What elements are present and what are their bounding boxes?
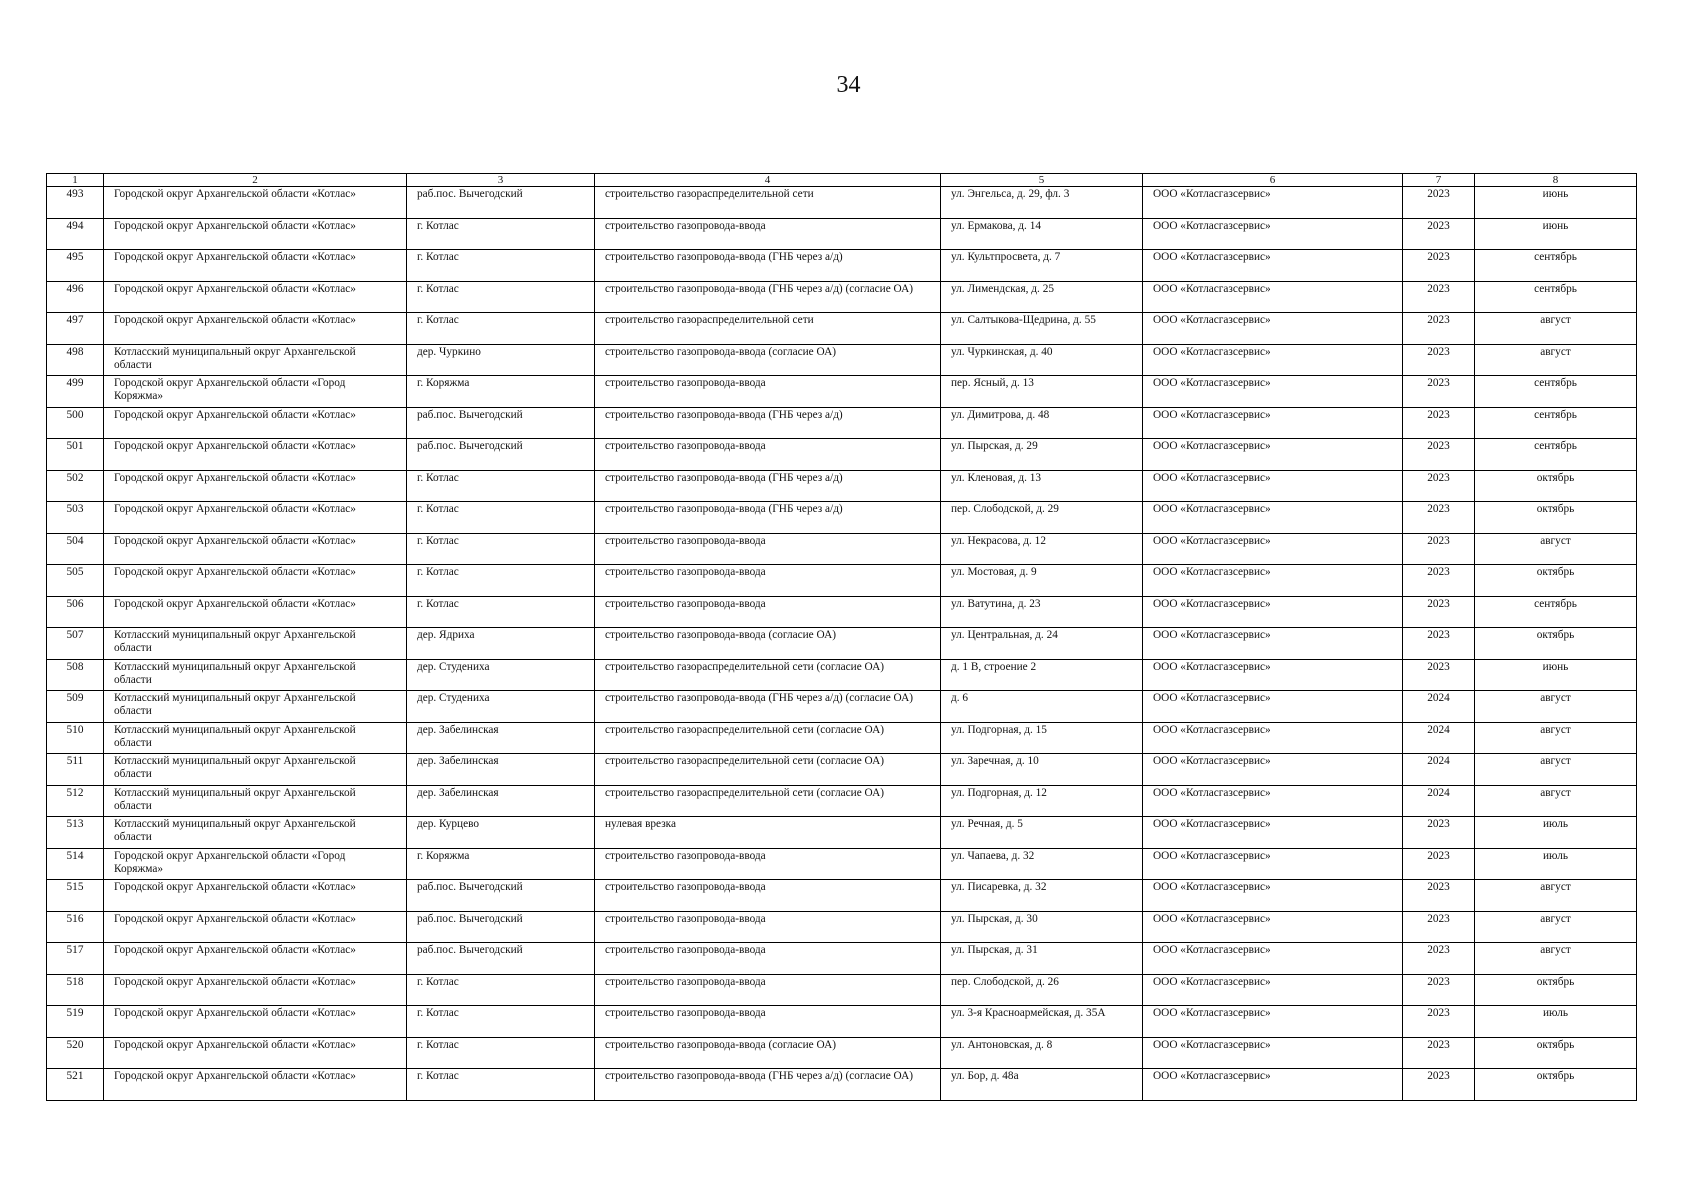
- table-row: [47, 628, 1637, 660]
- address-cell: ул. Пырская, д. 29: [941, 439, 1143, 471]
- settlement-cell: г. Котлас: [407, 596, 595, 628]
- table-row: [47, 281, 1637, 313]
- settlement-cell: раб.пос. Вычегодский: [407, 880, 595, 912]
- work-type-cell: строительство газораспределительной сети (согласие ОА): [595, 785, 941, 817]
- month-cell: август: [1475, 880, 1637, 912]
- work-type-cell: строительство газопровода-ввода (согласие ОА): [595, 344, 941, 376]
- address-cell: ул. Писаревка, д. 32: [941, 880, 1143, 912]
- month-cell: август: [1475, 533, 1637, 565]
- address-cell: ул. Некрасова, д. 12: [941, 533, 1143, 565]
- settlement-cell: г. Котлас: [407, 281, 595, 313]
- address-cell: ул. 3-я Красноармейская, д. 35А: [941, 1006, 1143, 1038]
- row-number: 513: [47, 817, 104, 849]
- year-cell: 2023: [1403, 281, 1475, 313]
- row-number: 512: [47, 785, 104, 817]
- work-type-cell: строительство газопровода-ввода: [595, 218, 941, 250]
- month-cell: июнь: [1475, 187, 1637, 219]
- table-row: [47, 943, 1637, 975]
- year-cell: 2023: [1403, 1006, 1475, 1038]
- work-type-cell: строительство газопровода-ввода: [595, 974, 941, 1006]
- row-number: 506: [47, 596, 104, 628]
- work-type-cell: строительство газопровода-ввода (согласие ОА): [595, 1037, 941, 1069]
- year-cell: 2024: [1403, 691, 1475, 723]
- row-number: 502: [47, 470, 104, 502]
- year-cell: 2024: [1403, 722, 1475, 754]
- work-type-cell: строительство газораспределительной сети (согласие ОА): [595, 659, 941, 691]
- settlement-cell: раб.пос. Вычегодский: [407, 439, 595, 471]
- settlement-cell: дер. Студениха: [407, 691, 595, 723]
- row-number: 495: [47, 250, 104, 282]
- municipality-cell: Городской округ Архангельской области «Котлас»: [104, 470, 407, 502]
- month-cell: август: [1475, 344, 1637, 376]
- column-number-header-row: [47, 174, 1637, 187]
- year-cell: 2023: [1403, 344, 1475, 376]
- year-cell: 2023: [1403, 565, 1475, 597]
- month-cell: август: [1475, 785, 1637, 817]
- year-cell: 2023: [1403, 187, 1475, 219]
- month-cell: июль: [1475, 817, 1637, 849]
- address-cell: пер. Слободской, д. 29: [941, 502, 1143, 534]
- table-row: [47, 722, 1637, 754]
- column-header: 8: [1475, 174, 1637, 187]
- table-row: [47, 659, 1637, 691]
- table-row: [47, 880, 1637, 912]
- row-number: 516: [47, 911, 104, 943]
- work-type-cell: нулевая врезка: [595, 817, 941, 849]
- month-cell: июнь: [1475, 218, 1637, 250]
- organization-cell: ООО «Котласгазсервис»: [1143, 974, 1403, 1006]
- work-type-cell: строительство газопровода-ввода: [595, 439, 941, 471]
- organization-cell: ООО «Котласгазсервис»: [1143, 376, 1403, 408]
- municipality-cell: Городской округ Архангельской области «Котлас»: [104, 974, 407, 1006]
- organization-cell: ООО «Котласгазсервис»: [1143, 533, 1403, 565]
- row-number: 518: [47, 974, 104, 1006]
- year-cell: 2023: [1403, 376, 1475, 408]
- address-cell: ул. Заречная, д. 10: [941, 754, 1143, 786]
- municipality-cell: Городской округ Архангельской области «Город Коряжма»: [104, 848, 407, 880]
- work-type-cell: строительство газопровода-ввода (ГНБ через а/д) (согласие ОА): [595, 1069, 941, 1101]
- settlement-cell: г. Котлас: [407, 502, 595, 534]
- organization-cell: ООО «Котласгазсервис»: [1143, 1006, 1403, 1038]
- row-number: 499: [47, 376, 104, 408]
- table-row: [47, 502, 1637, 534]
- month-cell: сентябрь: [1475, 376, 1637, 408]
- row-number: 498: [47, 344, 104, 376]
- work-type-cell: строительство газопровода-ввода: [595, 911, 941, 943]
- table-row: [47, 187, 1637, 219]
- work-type-cell: строительство газопровода-ввода (ГНБ через а/д) (согласие ОА): [595, 281, 941, 313]
- address-cell: ул. Чуркинская, д. 40: [941, 344, 1143, 376]
- table-row: [47, 313, 1637, 345]
- settlement-cell: дер. Забелинская: [407, 722, 595, 754]
- settlement-cell: г. Котлас: [407, 1006, 595, 1038]
- municipality-cell: Городской округ Архангельской области «Котлас»: [104, 187, 407, 219]
- column-header: 1: [47, 174, 104, 187]
- municipality-cell: Городской округ Архангельской области «Котлас»: [104, 911, 407, 943]
- row-number: 515: [47, 880, 104, 912]
- address-cell: ул. Лимендская, д. 25: [941, 281, 1143, 313]
- month-cell: октябрь: [1475, 1069, 1637, 1101]
- organization-cell: ООО «Котласгазсервис»: [1143, 880, 1403, 912]
- year-cell: 2023: [1403, 407, 1475, 439]
- work-type-cell: строительство газораспределительной сети: [595, 313, 941, 345]
- organization-cell: ООО «Котласгазсервис»: [1143, 313, 1403, 345]
- work-type-cell: строительство газопровода-ввода: [595, 848, 941, 880]
- settlement-cell: дер. Забелинская: [407, 785, 595, 817]
- settlement-cell: дер. Ядриха: [407, 628, 595, 660]
- year-cell: 2023: [1403, 1037, 1475, 1069]
- work-type-cell: строительство газопровода-ввода: [595, 943, 941, 975]
- organization-cell: ООО «Котласгазсервис»: [1143, 722, 1403, 754]
- organization-cell: ООО «Котласгазсервис»: [1143, 187, 1403, 219]
- work-type-cell: строительство газопровода-ввода (ГНБ через а/д): [595, 470, 941, 502]
- municipality-cell: Городской округ Архангельской области «Котлас»: [104, 218, 407, 250]
- column-header: 3: [407, 174, 595, 187]
- year-cell: 2023: [1403, 628, 1475, 660]
- organization-cell: ООО «Котласгазсервис»: [1143, 218, 1403, 250]
- row-number: 514: [47, 848, 104, 880]
- year-cell: 2024: [1403, 785, 1475, 817]
- organization-cell: ООО «Котласгазсервис»: [1143, 754, 1403, 786]
- table-row: [47, 974, 1637, 1006]
- municipality-cell: Городской округ Архангельской области «Котлас»: [104, 596, 407, 628]
- organization-cell: ООО «Котласгазсервис»: [1143, 817, 1403, 849]
- column-header: 4: [595, 174, 941, 187]
- year-cell: 2023: [1403, 817, 1475, 849]
- gas-works-table: [46, 173, 1637, 1101]
- municipality-cell: Городской округ Архангельской области «Котлас»: [104, 1069, 407, 1101]
- settlement-cell: дер. Курцево: [407, 817, 595, 849]
- year-cell: 2023: [1403, 848, 1475, 880]
- row-number: 510: [47, 722, 104, 754]
- organization-cell: ООО «Котласгазсервис»: [1143, 596, 1403, 628]
- municipality-cell: Городской округ Архангельской области «Котлас»: [104, 1006, 407, 1038]
- table-row: [47, 785, 1637, 817]
- organization-cell: ООО «Котласгазсервис»: [1143, 565, 1403, 597]
- year-cell: 2023: [1403, 943, 1475, 975]
- municipality-cell: Котласский муниципальный округ Архангельской области: [104, 754, 407, 786]
- settlement-cell: г. Коряжма: [407, 848, 595, 880]
- work-type-cell: строительство газопровода-ввода (ГНБ через а/д): [595, 407, 941, 439]
- table-row: [47, 439, 1637, 471]
- settlement-cell: раб.пос. Вычегодский: [407, 407, 595, 439]
- address-cell: ул. Пырская, д. 31: [941, 943, 1143, 975]
- row-number: 496: [47, 281, 104, 313]
- year-cell: 2023: [1403, 502, 1475, 534]
- table-row: [47, 407, 1637, 439]
- row-number: 493: [47, 187, 104, 219]
- organization-cell: ООО «Котласгазсервис»: [1143, 250, 1403, 282]
- settlement-cell: г. Котлас: [407, 533, 595, 565]
- settlement-cell: раб.пос. Вычегодский: [407, 911, 595, 943]
- year-cell: 2023: [1403, 533, 1475, 565]
- work-type-cell: строительство газораспределительной сети: [595, 187, 941, 219]
- organization-cell: ООО «Котласгазсервис»: [1143, 691, 1403, 723]
- municipality-cell: Городской округ Архангельской области «Котлас»: [104, 250, 407, 282]
- address-cell: ул. Бор, д. 48а: [941, 1069, 1143, 1101]
- month-cell: август: [1475, 943, 1637, 975]
- page-number: 34: [836, 72, 861, 98]
- work-type-cell: строительство газопровода-ввода: [595, 596, 941, 628]
- month-cell: октябрь: [1475, 1037, 1637, 1069]
- organization-cell: ООО «Котласгазсервис»: [1143, 943, 1403, 975]
- municipality-cell: Городской округ Архангельской области «Город Коряжма»: [104, 376, 407, 408]
- settlement-cell: г. Котлас: [407, 470, 595, 502]
- row-number: 509: [47, 691, 104, 723]
- organization-cell: ООО «Котласгазсервис»: [1143, 281, 1403, 313]
- row-number: 503: [47, 502, 104, 534]
- work-type-cell: строительство газопровода-ввода (согласие ОА): [595, 628, 941, 660]
- table-row: [47, 533, 1637, 565]
- work-type-cell: строительство газопровода-ввода: [595, 533, 941, 565]
- month-cell: июль: [1475, 848, 1637, 880]
- municipality-cell: Котласский муниципальный округ Архангельской области: [104, 722, 407, 754]
- table-row: [47, 1037, 1637, 1069]
- organization-cell: ООО «Котласгазсервис»: [1143, 439, 1403, 471]
- organization-cell: ООО «Котласгазсервис»: [1143, 659, 1403, 691]
- work-type-cell: строительство газопровода-ввода (ГНБ через а/д): [595, 250, 941, 282]
- table-row: [47, 1069, 1637, 1101]
- organization-cell: ООО «Котласгазсервис»: [1143, 911, 1403, 943]
- settlement-cell: дер. Студениха: [407, 659, 595, 691]
- address-cell: д. 1 В, строение 2: [941, 659, 1143, 691]
- row-number: 508: [47, 659, 104, 691]
- month-cell: сентябрь: [1475, 250, 1637, 282]
- settlement-cell: г. Котлас: [407, 974, 595, 1006]
- municipality-cell: Городской округ Архангельской области «Котлас»: [104, 565, 407, 597]
- month-cell: июнь: [1475, 659, 1637, 691]
- address-cell: пер. Слободской, д. 26: [941, 974, 1143, 1006]
- table-row: [47, 817, 1637, 849]
- year-cell: 2023: [1403, 911, 1475, 943]
- work-type-cell: строительство газопровода-ввода: [595, 376, 941, 408]
- month-cell: август: [1475, 722, 1637, 754]
- address-cell: ул. Речная, д. 5: [941, 817, 1143, 849]
- month-cell: август: [1475, 691, 1637, 723]
- address-cell: ул. Культпросвета, д. 7: [941, 250, 1143, 282]
- row-number: 520: [47, 1037, 104, 1069]
- work-type-cell: строительство газопровода-ввода (ГНБ через а/д) (согласие ОА): [595, 691, 941, 723]
- row-number: 517: [47, 943, 104, 975]
- row-number: 511: [47, 754, 104, 786]
- row-number: 505: [47, 565, 104, 597]
- municipality-cell: Городской округ Архангельской области «Котлас»: [104, 407, 407, 439]
- table-row: [47, 250, 1637, 282]
- work-type-cell: строительство газопровода-ввода: [595, 1006, 941, 1038]
- settlement-cell: г. Котлас: [407, 313, 595, 345]
- address-cell: ул. Димитрова, д. 48: [941, 407, 1143, 439]
- address-cell: ул. Мостовая, д. 9: [941, 565, 1143, 597]
- municipality-cell: Городской округ Архангельской области «Котлас»: [104, 943, 407, 975]
- row-number: 519: [47, 1006, 104, 1038]
- row-number: 497: [47, 313, 104, 345]
- year-cell: 2023: [1403, 218, 1475, 250]
- organization-cell: ООО «Котласгазсервис»: [1143, 1037, 1403, 1069]
- work-type-cell: строительство газораспределительной сети (согласие ОА): [595, 754, 941, 786]
- municipality-cell: Городской округ Архангельской области «Котлас»: [104, 439, 407, 471]
- address-cell: ул. Чапаева, д. 32: [941, 848, 1143, 880]
- month-cell: октябрь: [1475, 502, 1637, 534]
- year-cell: 2023: [1403, 250, 1475, 282]
- row-number: 501: [47, 439, 104, 471]
- table-row: [47, 565, 1637, 597]
- municipality-cell: Городской округ Архангельской области «Котлас»: [104, 313, 407, 345]
- settlement-cell: дер. Забелинская: [407, 754, 595, 786]
- address-cell: ул. Антоновская, д. 8: [941, 1037, 1143, 1069]
- month-cell: октябрь: [1475, 628, 1637, 660]
- table-row: [47, 596, 1637, 628]
- address-cell: ул. Ватутина, д. 23: [941, 596, 1143, 628]
- work-type-cell: строительство газопровода-ввода (ГНБ через а/д): [595, 502, 941, 534]
- year-cell: 2023: [1403, 1069, 1475, 1101]
- municipality-cell: Городской округ Архангельской области «Котлас»: [104, 281, 407, 313]
- year-cell: 2023: [1403, 470, 1475, 502]
- settlement-cell: г. Котлас: [407, 565, 595, 597]
- table-row: [47, 848, 1637, 880]
- address-cell: д. 6: [941, 691, 1143, 723]
- settlement-cell: г. Котлас: [407, 1037, 595, 1069]
- organization-cell: ООО «Котласгазсервис»: [1143, 848, 1403, 880]
- work-type-cell: строительство газопровода-ввода: [595, 880, 941, 912]
- organization-cell: ООО «Котласгазсервис»: [1143, 407, 1403, 439]
- address-cell: ул. Кленовая, д. 13: [941, 470, 1143, 502]
- year-cell: 2023: [1403, 880, 1475, 912]
- settlement-cell: дер. Чуркино: [407, 344, 595, 376]
- row-number: 504: [47, 533, 104, 565]
- month-cell: август: [1475, 911, 1637, 943]
- table-row: [47, 754, 1637, 786]
- row-number: 521: [47, 1069, 104, 1101]
- municipality-cell: Котласский муниципальный округ Архангельской области: [104, 691, 407, 723]
- municipality-cell: Котласский муниципальный округ Архангельской области: [104, 817, 407, 849]
- address-cell: пер. Ясный, д. 13: [941, 376, 1143, 408]
- address-cell: ул. Подгорная, д. 12: [941, 785, 1143, 817]
- month-cell: сентябрь: [1475, 407, 1637, 439]
- municipality-cell: Городской округ Архангельской области «Котлас»: [104, 1037, 407, 1069]
- organization-cell: ООО «Котласгазсервис»: [1143, 1069, 1403, 1101]
- year-cell: 2023: [1403, 659, 1475, 691]
- year-cell: 2023: [1403, 313, 1475, 345]
- year-cell: 2024: [1403, 754, 1475, 786]
- organization-cell: ООО «Котласгазсервис»: [1143, 344, 1403, 376]
- month-cell: октябрь: [1475, 974, 1637, 1006]
- month-cell: сентябрь: [1475, 596, 1637, 628]
- month-cell: июль: [1475, 1006, 1637, 1038]
- year-cell: 2023: [1403, 439, 1475, 471]
- municipality-cell: Котласский муниципальный округ Архангельской области: [104, 785, 407, 817]
- address-cell: ул. Подгорная, д. 15: [941, 722, 1143, 754]
- month-cell: август: [1475, 313, 1637, 345]
- settlement-cell: г. Котлас: [407, 250, 595, 282]
- year-cell: 2023: [1403, 596, 1475, 628]
- table-row: [47, 470, 1637, 502]
- month-cell: август: [1475, 754, 1637, 786]
- municipality-cell: Котласский муниципальный округ Архангельской области: [104, 628, 407, 660]
- municipality-cell: Городской округ Архангельской области «Котлас»: [104, 880, 407, 912]
- row-number: 500: [47, 407, 104, 439]
- settlement-cell: г. Котлас: [407, 218, 595, 250]
- column-header: 5: [941, 174, 1143, 187]
- table-row: [47, 376, 1637, 408]
- table-row: [47, 218, 1637, 250]
- organization-cell: ООО «Котласгазсервис»: [1143, 502, 1403, 534]
- organization-cell: ООО «Котласгазсервис»: [1143, 785, 1403, 817]
- table-row: [47, 911, 1637, 943]
- column-header: 2: [104, 174, 407, 187]
- address-cell: ул. Ермакова, д. 14: [941, 218, 1143, 250]
- address-cell: ул. Энгельса, д. 29, фл. 3: [941, 187, 1143, 219]
- municipality-cell: Котласский муниципальный округ Архангельской области: [104, 344, 407, 376]
- table-body: [47, 187, 1637, 1101]
- organization-cell: ООО «Котласгазсервис»: [1143, 470, 1403, 502]
- organization-cell: ООО «Котласгазсервис»: [1143, 628, 1403, 660]
- work-type-cell: строительство газораспределительной сети (согласие ОА): [595, 722, 941, 754]
- month-cell: октябрь: [1475, 470, 1637, 502]
- month-cell: октябрь: [1475, 565, 1637, 597]
- settlement-cell: г. Котлас: [407, 1069, 595, 1101]
- address-cell: ул. Пырская, д. 30: [941, 911, 1143, 943]
- row-number: 507: [47, 628, 104, 660]
- column-header: 7: [1403, 174, 1475, 187]
- settlement-cell: раб.пос. Вычегодский: [407, 943, 595, 975]
- address-cell: ул. Салтыкова-Щедрина, д. 55: [941, 313, 1143, 345]
- table-row: [47, 344, 1637, 376]
- table-row: [47, 691, 1637, 723]
- municipality-cell: Городской округ Архангельской области «Котлас»: [104, 502, 407, 534]
- settlement-cell: раб.пос. Вычегодский: [407, 187, 595, 219]
- year-cell: 2023: [1403, 974, 1475, 1006]
- work-type-cell: строительство газопровода-ввода: [595, 565, 941, 597]
- column-header: 6: [1143, 174, 1403, 187]
- month-cell: сентябрь: [1475, 439, 1637, 471]
- row-number: 494: [47, 218, 104, 250]
- month-cell: сентябрь: [1475, 281, 1637, 313]
- table-row: [47, 1006, 1637, 1038]
- municipality-cell: Котласский муниципальный округ Архангельской области: [104, 659, 407, 691]
- settlement-cell: г. Коряжма: [407, 376, 595, 408]
- address-cell: ул. Центральная, д. 24: [941, 628, 1143, 660]
- municipality-cell: Городской округ Архангельской области «Котлас»: [104, 533, 407, 565]
